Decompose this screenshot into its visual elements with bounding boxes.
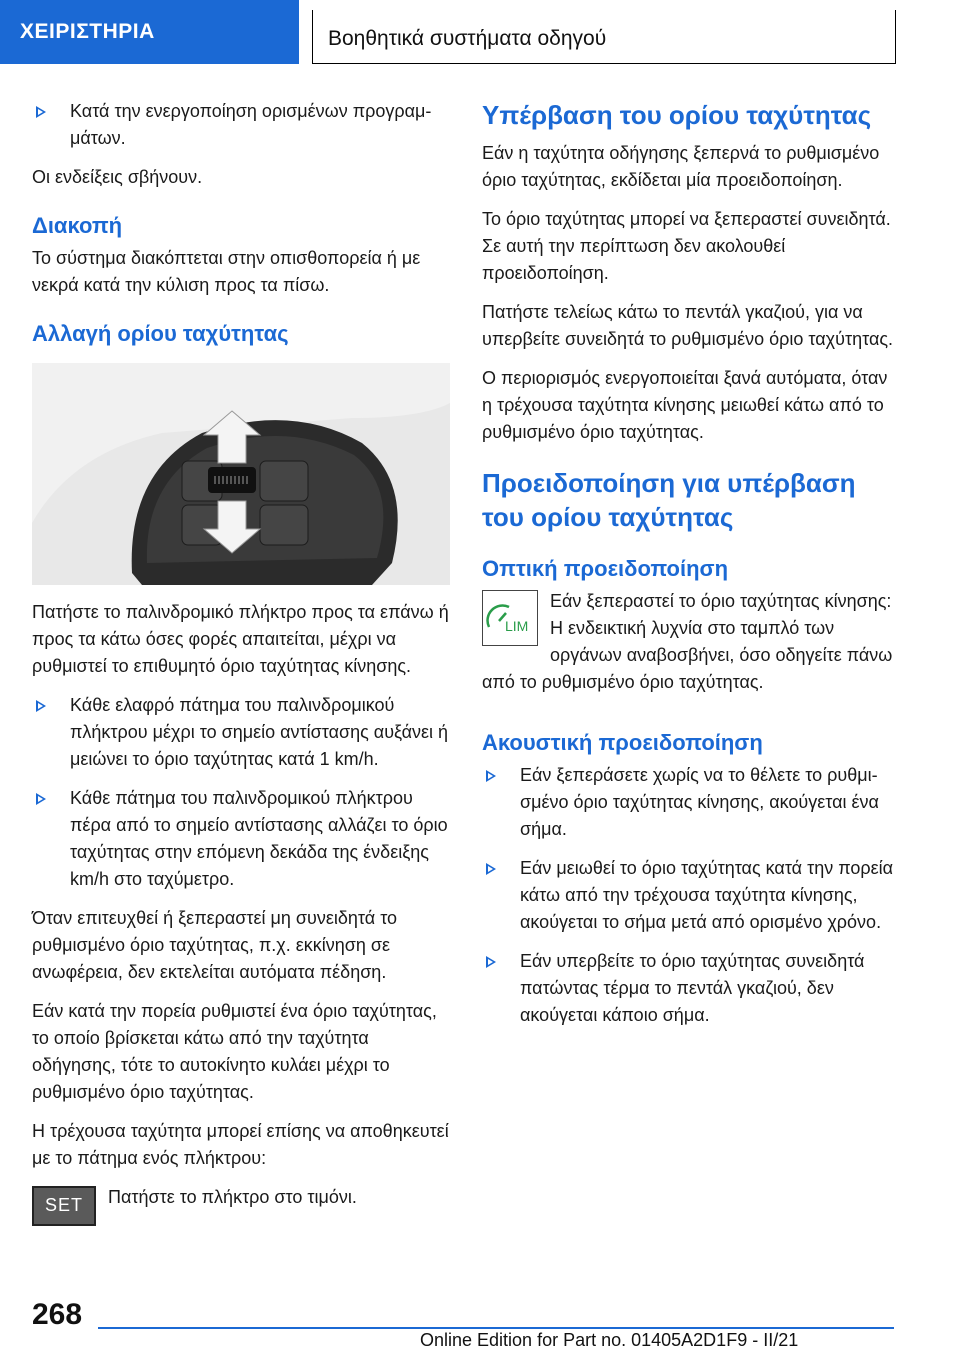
paragraph: Πατήστε τελείως κάτω το πεντάλ γκαζιού, για να υπερβείτε συνειδητά το ρυθμισμένο όριο ταχύτητας.	[482, 302, 894, 349]
paragraph: Η τρέχουσα ταχύτητα μπορεί επίσης να αποθηκευτεί με το πάτημα ενός πλήκτρου:	[32, 1121, 449, 1168]
paragraph: Το όριο ταχύτητας μπορεί να ξεπεραστεί συνειδητά. Σε αυτή την περίπτωση δεν ακολουθεί προειδοποίηση.	[482, 209, 891, 283]
triangle-bullet-icon	[36, 700, 46, 712]
list-item: Εάν μειωθεί το όριο ταχύτητας κατά την πορεία κάτω από την τρέχουσα ταχύτητα κίνησης, ακούγεται το σήμα μετά από ορισμένο χρόνο.	[482, 855, 900, 936]
section-title: Βοηθητικά συστήματα οδηγού	[312, 10, 896, 64]
list-item: Κάθε πάτημα του παλινδρομικού πλήκτρου πέρα από το σημείο αντίστασης αλλάζει το όριο ταχύτητας στην επόμενη δεκάδα της ένδειξης km/h στο ταχύμετρο.	[32, 785, 450, 893]
triangle-bullet-icon	[36, 793, 46, 805]
paragraph: Το σύστημα διακόπτεται στην οπισθοπορεία ή με νεκρά κατά την κύλιση προς τα πίσω.	[32, 248, 421, 295]
paragraph: Ο περιορισμός ενεργοποιείται ξανά αυτόματα, όταν η τρέχουσα ταχύτητα κίνησης μειωθεί κάτω από το ρυθμισμένο όριο ταχύτητας.	[482, 368, 888, 442]
list-item: Εάν υπερβείτε το όριο ταχύτητας συνειδητά πατώντας τέρμα το πεντάλ γκαζιού, δεν ακούγεται κάποιο σήμα.	[482, 948, 900, 1029]
paragraph: Όταν επιτευχθεί ή ξεπεραστεί μη συνειδητά το ρυθμισμένο όριο ταχύτητας, π.χ. εκκίνηση σε ανωφέρεια, δεν εκτελείται αυτόματα πέδηση.	[32, 908, 398, 982]
list-item: Εάν ξεπεράσετε χωρίς να το θέλετε το ρυθμισμένο όριο ταχύτητας κίνησης, ακούγεται ένα σήμα.	[482, 762, 900, 843]
paragraph: Εάν ξεπεραστεί το όριο ταχύτητας κίνησης: Η ενδεικτική λυχνία στο ταμπλό των οργάνων αναβοσβήνει, όσο οδηγείτε πάνω από το ρυθμισμένο όριο ταχύτητας.	[482, 591, 893, 692]
heading-acoustic-warning: Ακουστική προειδοποίηση	[482, 730, 763, 755]
chapter-tab: ΧΕΙΡΙΣΤΗΡΙΑ	[0, 0, 299, 64]
left-column	[32, 98, 450, 1240]
list-item: Κάθε ελαφρό πάτημα του παλινδρομικού πλήκτρου μέχρι το σημείο αντίστασης αυξάνει ή μειώνει το όριο ταχύτητας κατά 1 km/h.	[32, 692, 450, 773]
triangle-bullet-icon	[486, 956, 496, 968]
acoustic-bullet-list	[482, 762, 900, 1029]
heading-interrupt: Διακοπή	[32, 213, 123, 238]
lim-icon-text: LIM	[505, 618, 529, 634]
triangle-bullet-icon	[486, 770, 496, 782]
top-bullet-list	[32, 98, 450, 152]
set-button-icon: SET	[32, 1186, 96, 1226]
heading-visual-warning: Οπτική προειδοποίηση	[482, 556, 729, 581]
right-column	[482, 98, 900, 1041]
heading-exceed-limit: Υπέρβαση του ορίου ταχύτητας	[482, 100, 872, 130]
lim-indicator-icon	[482, 590, 538, 646]
steering-wheel-rocker-photo	[32, 363, 450, 585]
heading-speed-limit-warning: Προειδοποίηση για υπέρβαση του ορίου ταχύτητας	[482, 468, 856, 532]
triangle-bullet-icon	[486, 863, 496, 875]
lim-indicator-row	[482, 588, 900, 708]
footer-edition: Online Edition for Part no. 01405A2D1F9 - II/21	[420, 1330, 799, 1350]
rocker-bullet-list	[32, 692, 450, 893]
paragraph: Πατήστε το πλήκτρο στο τιμόνι.	[108, 1187, 357, 1207]
set-button-row	[32, 1184, 450, 1228]
paragraph: Εάν η ταχύτητα οδήγησης ξεπερνά το ρυθμισμένο όριο ταχύτητας, εκδίδεται μία προειδοποίηση.	[482, 143, 880, 190]
page-number: 268	[32, 1298, 83, 1331]
steering-wheel-buttons-illustration	[32, 363, 450, 585]
heading-change-limit: Αλλαγή ορίου ταχύτητας	[32, 321, 289, 346]
paragraph: Εάν κατά την πορεία ρυθμιστεί ένα όριο ταχύτητας, το οποίο βρίσκεται κάτω από την ταχύτητα οδήγησης, τότε το αυτοκίνητο κυλάει μέχρι το ρυθμισμένο όριο ταχύτητας.	[32, 1001, 437, 1102]
triangle-bullet-icon	[36, 106, 46, 118]
paragraph: Οι ενδείξεις σβήνουν.	[32, 167, 203, 187]
paragraph: Πατήστε το παλινδρομικό πλήκτρο προς τα επάνω ή προς τα κάτω όσες φορές απαιτείται, μέχρι να ρυθμιστεί το επιθυμητό όριο ταχύτητας κίνησης.	[32, 602, 449, 676]
list-item: Κατά την ενεργοποίηση ορισμένων προγραμμάτων.	[32, 98, 450, 152]
footer-divider	[98, 1327, 894, 1329]
